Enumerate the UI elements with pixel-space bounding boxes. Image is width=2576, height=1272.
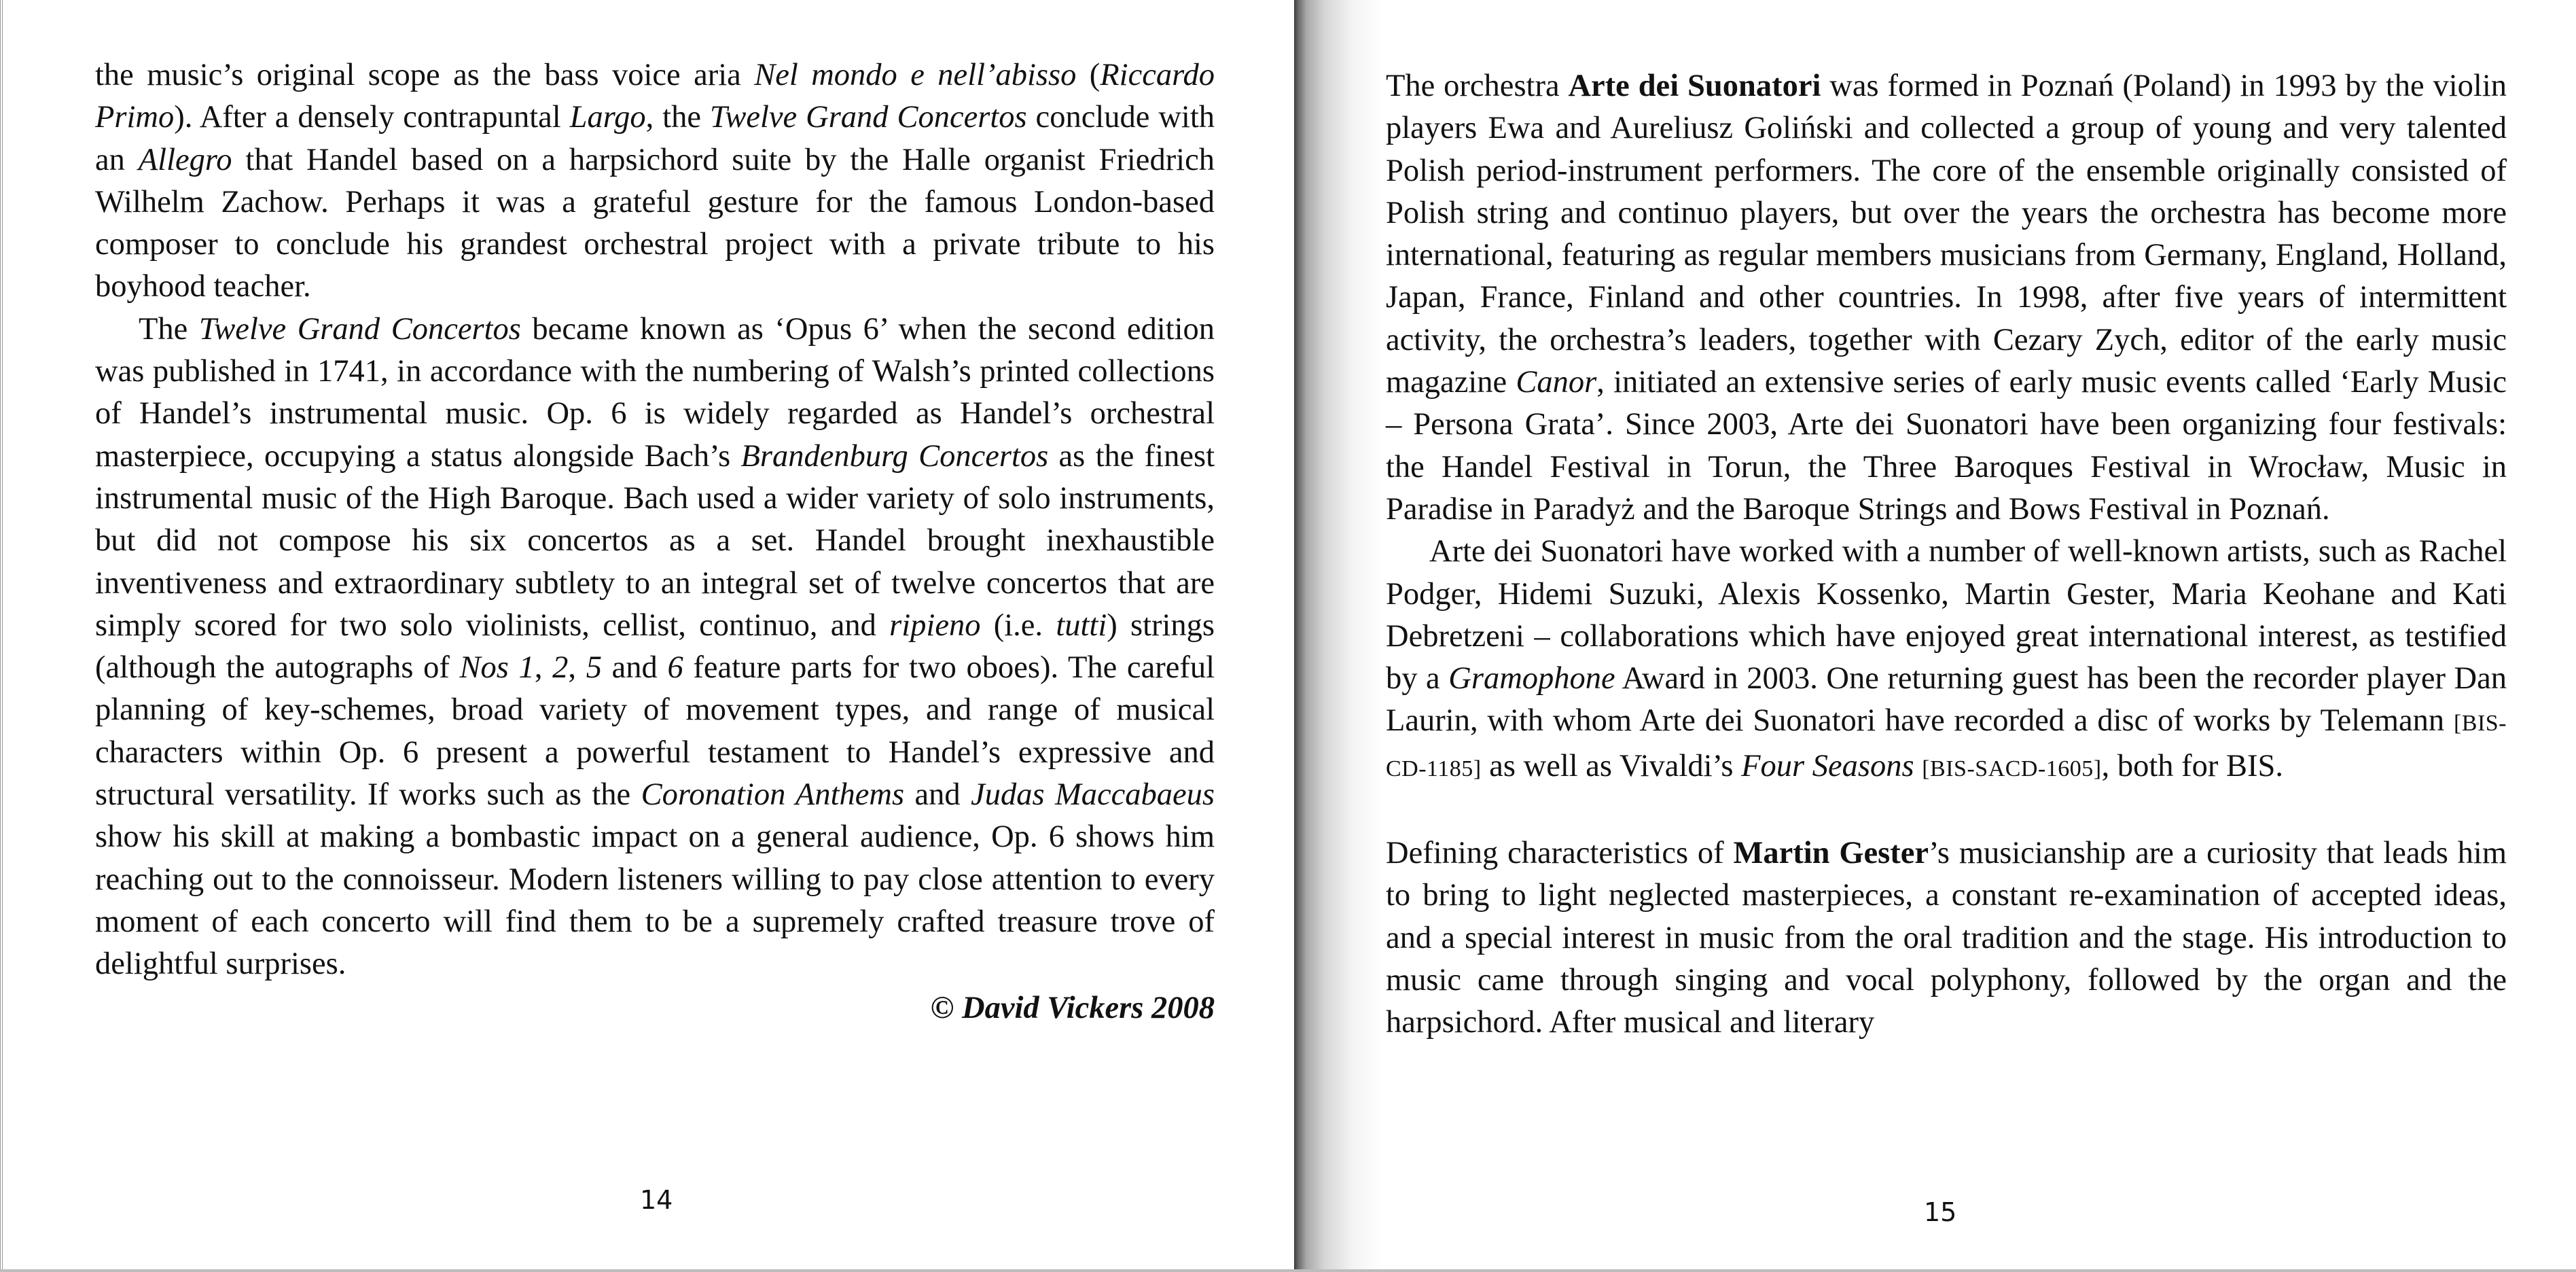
text-run: conclude with an bbox=[95, 100, 1215, 177]
left-page-text-column bbox=[95, 54, 1215, 1029]
italic-text: Gramophone bbox=[1448, 661, 1615, 696]
text-run: Arte dei Suonatori have worked with a number of well-known artists, such as Rachel Podger, Hidemi Suzuki, Alexis Kossenko, Martin Gester, Maria Keohane and Kati Debretzeni – collaborations which have enjoyed great international interest, as testified by a bbox=[1386, 534, 2507, 696]
text-run: , bbox=[568, 650, 586, 686]
italic-text: ripieno bbox=[889, 607, 981, 643]
text-run: (i.e. bbox=[980, 607, 1056, 643]
page-bottom-edge bbox=[0, 1269, 2576, 1272]
text-run: that Handel based on a harpsichord suite by the Halle organist Friedrich Wilhelm Zachow. Perhaps it was a grateful gesture for the famous London-based composer to conclude his grandest orchestral project with a private tribute to his boyhood teacher. bbox=[95, 142, 1215, 304]
text-run: ). After a densely contrapuntal bbox=[174, 100, 570, 135]
italic-text: Nel mondo e nell’abisso bbox=[754, 58, 1077, 92]
bold-text: Martin Gester bbox=[1733, 836, 1929, 871]
catalogue-number: [BIS-SACD-1605] bbox=[1922, 756, 2102, 781]
italic-text: Nos 1 bbox=[459, 650, 535, 686]
text-run: show his skill at making a bombastic impact on a general audience, Op. 6 shows him reaching out to the connoisseur. Modern listeners willing to pay close attention to every moment of each concerto will find them to be a supremely crafted treasure trove of delightful surprises. bbox=[95, 819, 1215, 982]
text-run: feature parts for two oboes). The careful planning of key-schemes, broad variety of movement types, and range of musical characters within Op. 6 present a powerful testament to Handel’s expressive and structural versatility. If works such as the bbox=[95, 650, 1215, 813]
text-run: ’s musicianship are a curiosity that leads him to bring to light neglected masterpieces, a constant re-examination of accepted ideas, and a special interest in music from the oral tradition and the stage. His introduction to music came through singing and vocal polyphony, followed by the organ and the harpsichord. After musical and literary bbox=[1386, 836, 2507, 1040]
text-run: , bbox=[534, 650, 553, 686]
italic-text: Riccardo Primo bbox=[95, 58, 1215, 135]
italic-text: Canor bbox=[1516, 365, 1597, 400]
italic-text: Largo bbox=[569, 100, 646, 135]
italic-text: Allegro bbox=[138, 142, 232, 177]
italic-text: Coronation Anthems bbox=[641, 777, 905, 813]
text-run: and bbox=[904, 777, 971, 813]
page-number-right: 15 bbox=[1924, 1197, 1957, 1227]
book-spine-gutter bbox=[1294, 0, 1382, 1272]
text-run: the music’s original scope as the bass voice aria bbox=[95, 58, 755, 92]
paragraph bbox=[95, 54, 1215, 308]
text-run: became known as ‘Opus 6’ when the second edition was published in 1741, in accordance with the numbering of Walsh’s printed collections of Handel’s instrumental music. Op. 6 is widely regarded as Handel’s orchestral masterpiece, occupying a status alongside Bach’s bbox=[95, 311, 1215, 474]
italic-text: Twelve Grand Concertos bbox=[709, 100, 1027, 135]
text-run: Defining characteristics of bbox=[1386, 836, 1734, 871]
italic-text: 2 bbox=[552, 650, 569, 686]
text-run: as well as Vivaldi’s bbox=[1481, 748, 1742, 783]
catalogue-number: [BIS-CD-1185] bbox=[1386, 711, 2507, 781]
text-run: , the bbox=[645, 100, 710, 135]
italic-text: tutti bbox=[1056, 607, 1107, 643]
text-run: , both for BIS. bbox=[2101, 748, 2284, 783]
paragraph bbox=[1386, 832, 2507, 1044]
text-run: , initiated an extensive series of early music events called ‘Early Music – Persona Grata’. Since 2003, Arte dei Suonatori have been organizing four festivals: the Handel Festival in Torun, the Three Baroques Festival in Wrocław, Music in Paradise in Paradyż and the Baroque Strings and Bows Festival in Poznań. bbox=[1386, 365, 2507, 527]
text-run: The orchestra bbox=[1386, 69, 1569, 103]
text-run: as the finest instrumental music of the High Baroque. Bach used a wider variety of solo instruments, but did not compose his six concertos as a set. Handel brought inexhaustible inventiveness and extraordinary subtlety to an integral set of twelve concertos that are simply scored for two solo violinists, cellist, continuo, and bbox=[95, 438, 1215, 643]
italic-text: Judas Maccabaeus bbox=[971, 777, 1215, 813]
bold-text: Arte dei Suonatori bbox=[1568, 69, 1821, 103]
paragraph bbox=[95, 308, 1215, 986]
text-run: was formed in Poznań (Poland) in 1993 by the violin players Ewa and Aureliusz Goliński and collected a group of young and very talented Polish period-instrument performers. The core of the ensemble originally consisted of Polish string and continuo players, but over the years the orchestra has become more international, featuring as regular members musicians from Germany, England, Holland, Japan, France, Finland and other countries. In 1998, after five years of intermittent activity, the orchestra’s leaders, together with Cezary Zych, editor of the early music magazine bbox=[1386, 69, 2507, 400]
italic-text: 5 bbox=[586, 650, 602, 686]
italic-text: 6 bbox=[667, 650, 683, 686]
italic-text: Twelve Grand Concertos bbox=[198, 311, 521, 347]
italic-text: Brandenburg Concertos bbox=[740, 438, 1049, 474]
text-run: The bbox=[139, 311, 199, 347]
text-run bbox=[1914, 749, 1922, 783]
right-page-text-column bbox=[1386, 65, 2507, 1044]
copyright-credit: © David Vickers 2008 bbox=[930, 990, 1215, 1025]
text-run: ( bbox=[1076, 58, 1101, 92]
paragraph bbox=[1386, 65, 2507, 531]
italic-text: Four Seasons bbox=[1741, 748, 1914, 783]
text-run: ) strings (although the autographs of bbox=[95, 607, 1215, 686]
paragraph bbox=[1386, 531, 2507, 790]
page-number-left: 14 bbox=[640, 1185, 673, 1215]
text-run: and bbox=[601, 650, 668, 686]
text-run: Award in 2003. One returning guest has been the recorder player Dan Laurin, with whom Arte dei Suonatori have recorded a disc of works by Telemann bbox=[1386, 661, 2507, 739]
